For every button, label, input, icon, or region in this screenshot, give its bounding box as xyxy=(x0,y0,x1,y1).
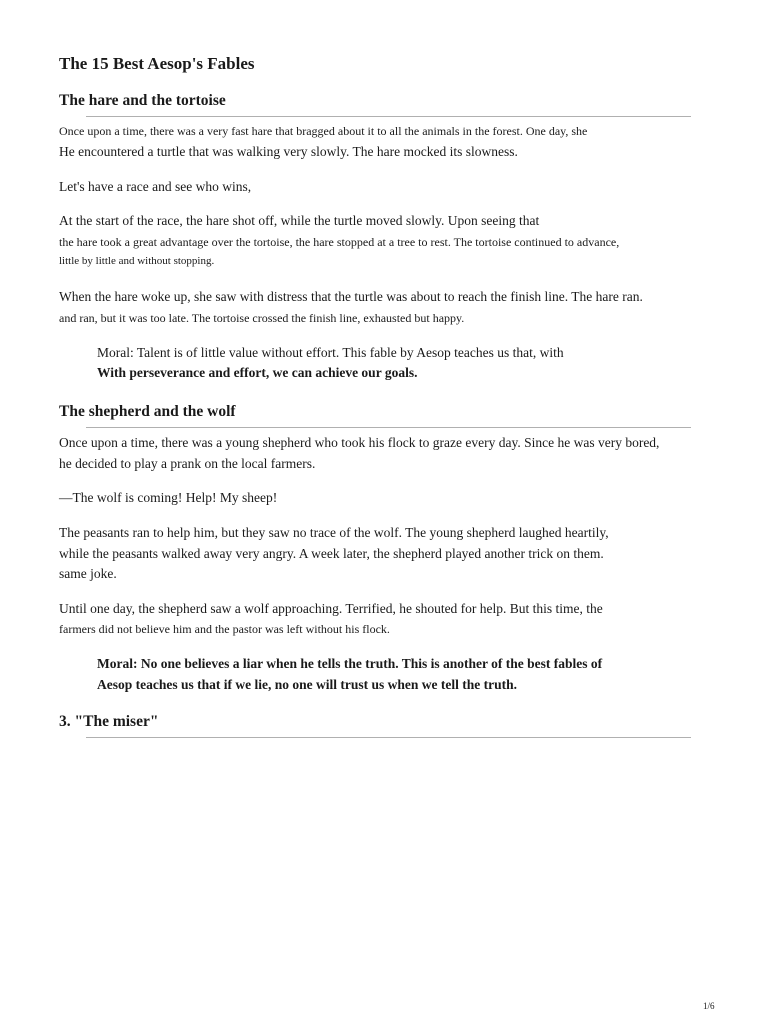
paragraph-line: farmers did not believe him and the pastor was left without his flock. xyxy=(59,622,390,636)
paragraph-line: Once upon a time, there was a very fast hare that bragged about it to all the animals in the forest. One day, she xyxy=(59,124,588,138)
page-number: 1/6 xyxy=(703,1001,715,1011)
section-divider xyxy=(86,427,691,428)
paragraph-line: At the start of the race, the hare shot off, while the turtle moved slowly. Upon seeing that xyxy=(59,213,540,228)
paragraph-line: When the hare woke up, she saw with distress that the turtle was about to reach the finish line. The hare ran. xyxy=(59,289,643,304)
paragraph-line: Until one day, the shepherd saw a wolf approaching. Terrified, he shouted for help. But this time, the xyxy=(59,601,603,616)
section-divider xyxy=(86,116,691,117)
document-title: The 15 Best Aesop's Fables xyxy=(59,54,255,73)
section-heading: 3. "The miser" xyxy=(59,713,159,730)
section-divider xyxy=(86,737,691,738)
paragraph-line: he decided to play a prank on the local farmers. xyxy=(59,456,316,471)
paragraph-line: Once upon a time, there was a young shepherd who took his flock to graze every day. Since he was very bored, xyxy=(59,435,660,450)
paragraph-line: The peasants ran to help him, but they saw no trace of the wolf. The young shepherd laughed heartily, xyxy=(59,525,609,540)
paragraph-line: and ran, but it was too late. The tortoise crossed the finish line, exhausted but happy. xyxy=(59,311,465,325)
paragraph-line: same joke. xyxy=(59,566,117,581)
section-heading: The hare and the tortoise xyxy=(59,92,226,109)
paragraph-line: the hare took a great advantage over the tortoise, the hare stopped at a tree to rest. The tortoise continued to advance, xyxy=(59,235,620,249)
paragraph-line: little by little and without stopping. xyxy=(59,255,215,267)
paragraph-line: —The wolf is coming! Help! My sheep! xyxy=(59,490,278,505)
section-heading: The shepherd and the wolf xyxy=(59,403,236,420)
moral-line: Moral: Talent is of little value without effort. This fable by Aesop teaches us that, with xyxy=(97,345,564,360)
paragraph-line: while the peasants walked away very angry. A week later, the shepherd played another trick on them. xyxy=(59,546,604,561)
paragraph-line: He encountered a turtle that was walking very slowly. The hare mocked its slowness. xyxy=(59,144,518,159)
moral-line: Moral: No one believes a liar when he tells the truth. This is another of the best fables of xyxy=(97,656,603,671)
moral-line: Aesop teaches us that if we lie, no one will trust us when we tell the truth. xyxy=(97,677,517,692)
paragraph-line: Let's have a race and see who wins, xyxy=(59,179,252,194)
moral-line: With perseverance and effort, we can achieve our goals. xyxy=(97,365,418,380)
